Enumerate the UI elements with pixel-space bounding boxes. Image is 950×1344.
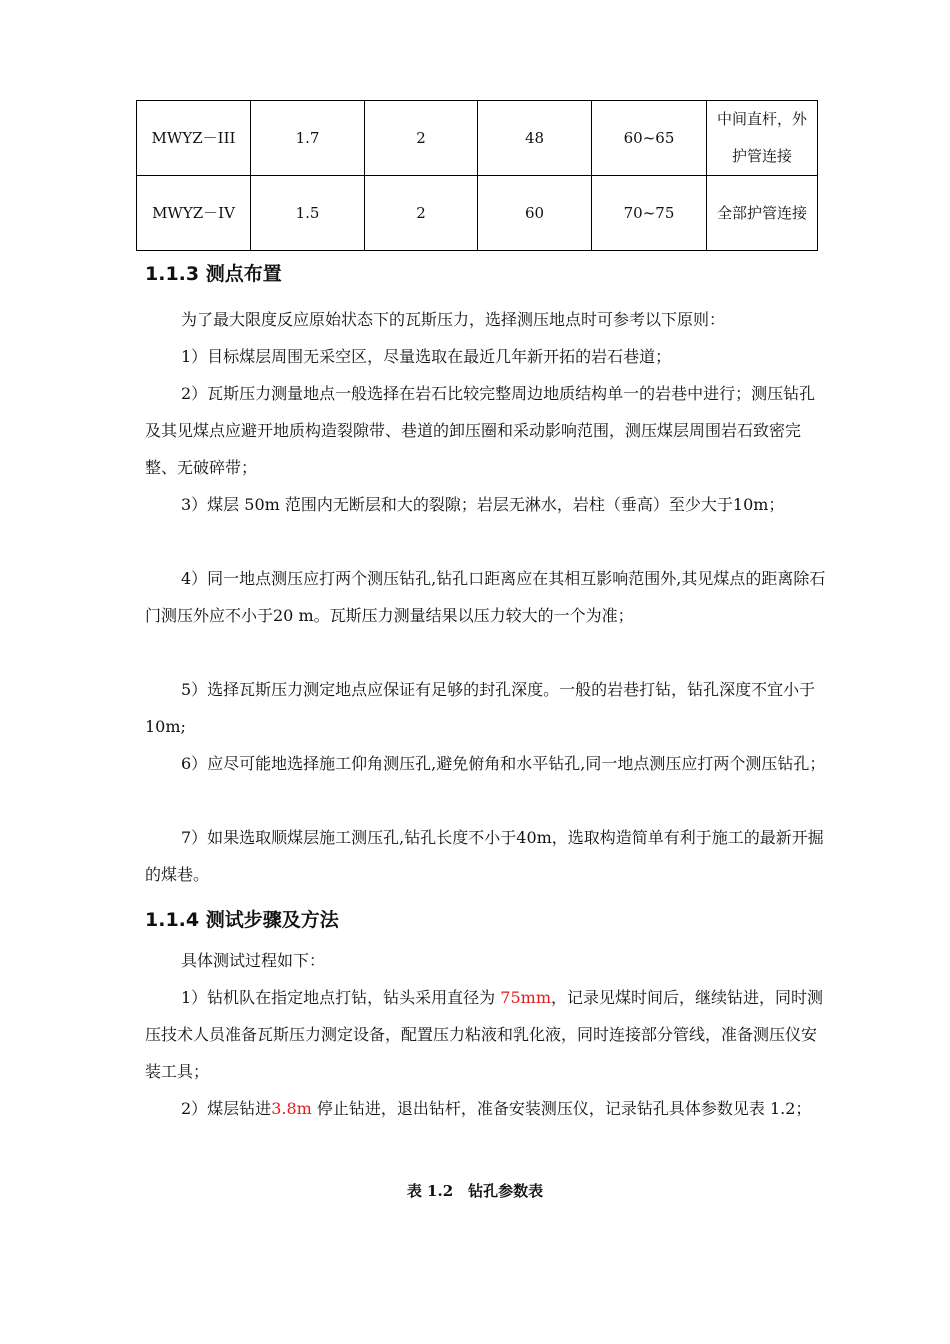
- drill-diameter-value: 75mm: [500, 988, 551, 1007]
- table-caption: 表 1.2 钻孔参数表: [406, 1182, 544, 1200]
- principle-4: 4）同一地点测压应打两个测压钻孔,钻孔口距离应在其相互影响范围外,其见煤点的距离除石门测压外应不小于20 m。瓦斯压力测量结果以压力较大的一个为准；: [145, 569, 826, 625]
- table-cell: MWYZ－IV: [137, 176, 251, 251]
- table-row: [137, 176, 818, 251]
- table-cell: 中间直杆，外护管连接: [707, 101, 818, 176]
- section-114-intro: 具体测试过程如下：: [181, 951, 326, 970]
- principle-7: 7）如果选取顺煤层施工测压孔,钻孔长度不小于40m，选取构造简单有利于施工的最新开掘的煤巷。: [145, 828, 824, 884]
- drill-param-table: [136, 100, 818, 251]
- table-cell: 70~75: [592, 176, 707, 251]
- table-cell: 2: [365, 101, 478, 176]
- principle-6: 6）应尽可能地选择施工仰角测压孔,避免俯角和水平钻孔,同一地点测压应打两个测压钻孔；: [181, 754, 826, 773]
- table-cell: 2: [365, 176, 478, 251]
- principle-1: 1）目标煤层周围无采空区，尽量选取在最近几年新开拓的岩石巷道；: [181, 347, 672, 366]
- table-cell: 48: [478, 101, 592, 176]
- table-cell: 1.5: [251, 176, 365, 251]
- section-heading-114: 1.1.4 测试步骤及方法: [145, 909, 339, 931]
- section-113-intro: 为了最大限度反应原始状态下的瓦斯压力，选择测压地点时可参考以下原则：: [181, 310, 726, 329]
- principle-5: 5）选择瓦斯压力测定地点应保证有足够的封孔深度。一般的岩巷打钻，钻孔深度不宜小于10m;: [145, 680, 816, 736]
- principle-2: 2）瓦斯压力测量地点一般选择在岩石比较完整周边地质结构单一的岩巷中进行；测压钻孔及其见煤点应避开地质构造裂隙带、巷道的卸压圈和采动影响范围，测压煤层周围岩石致密完整、无破碎带；: [145, 384, 816, 477]
- table-row: [137, 101, 818, 176]
- table-cell: 60: [478, 176, 592, 251]
- table-cell: 全部护管连接: [707, 176, 818, 251]
- step-2-text-b: 停止钻进，退出钻杆，准备安装测压仪，记录钻孔具体参数见表 1.2；: [311, 1099, 812, 1118]
- step-1: [145, 979, 831, 1090]
- drill-depth-value: 3.8m: [271, 1099, 312, 1118]
- step-1-text-a: 1）钻机队在指定地点打钻，钻头采用直径为: [181, 988, 501, 1007]
- step-1-text-b: ，记录见煤时间后，继续钻进，同时测压技术人员准备瓦斯压力测定设备，配置压力粘液和乳化液，同时连接部分管线，准备测压仪安装工具；: [145, 988, 823, 1081]
- step-2: [145, 1090, 831, 1127]
- step-2-text-a: 2）煤层钻进: [181, 1099, 272, 1118]
- table-cell: 1.7: [251, 101, 365, 176]
- table-cell: 60~65: [592, 101, 707, 176]
- section-heading-113: 1.1.3 测点布置: [145, 263, 282, 285]
- table-cell: MWYZ－III: [137, 101, 251, 176]
- principle-3: 3）煤层 50m 范围内无断层和大的裂隙；岩层无淋水，岩柱（垂高）至少大于10m；: [181, 495, 785, 514]
